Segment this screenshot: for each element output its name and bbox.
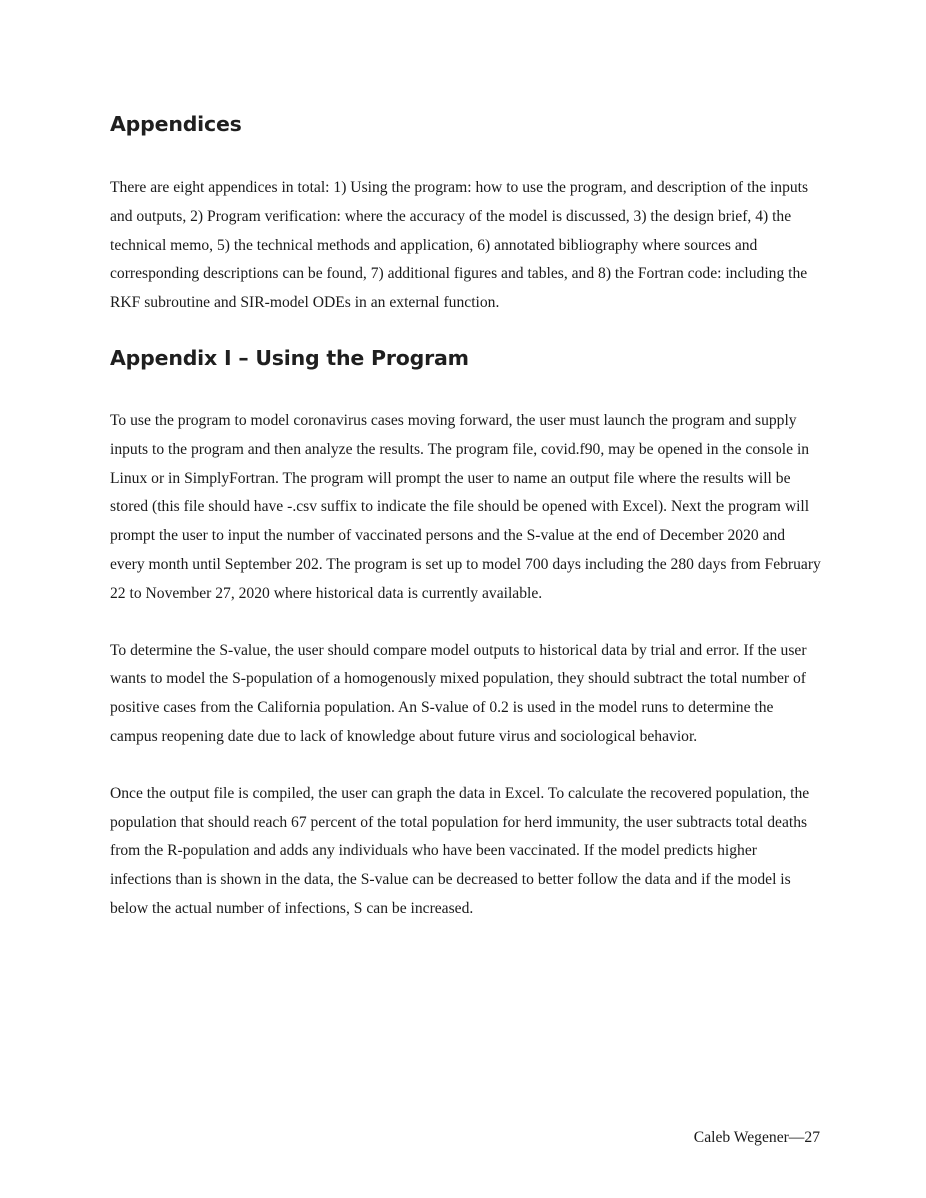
appendix-1-paragraph: To determine the S-value, the user should compare model outputs to historical data by trial and error. If the user wants to model the S-population of a homogenously mixed population, they should subtract the total number of positive cases from the California population. An S-value of 0.2 is used in the model runs to determine the campus reopening date due to lack of knowledge about future virus and sociological behavior. xyxy=(110,641,807,745)
page-content xyxy=(110,108,822,924)
section-heading-appendices: Appendices xyxy=(110,112,242,136)
section-heading-appendix-1: Appendix I – Using the Program xyxy=(110,345,469,370)
appendix-1-paragraph: Once the output file is compiled, the user can graph the data in Excel. To calculate the recovered population, the population that should reach 67 percent of the total population for herd immunity, the user subtracts total deaths from the R-population and adds any individuals who have been vaccinated. If the model predicts higher infections than is shown in the data, the S-value can be decreased to better follow the data and if the model is below the actual number of infections, S can be increased. xyxy=(110,784,810,917)
appendix-1-paragraph: To use the program to model coronavirus cases moving forward, the user must launch the program and supply inputs to the program and then analyze the results. The program file, covid.f90, may be opened in the console in Linux or in SimplyFortran. The program will prompt the user to name an output file where the results will be stored (this file should have -.csv suffix to indicate the file should be opened with Excel). Next the program will prompt the user to input the number of vaccinated persons and the S-value at the end of December 2020 and every month until September 202. The program is set up to model 700 days including the 280 days from February 22 to November 27, 2020 where historical data is currently available. xyxy=(110,411,821,602)
appendices-intro-paragraph: There are eight appendices in total: 1) Using the program: how to use the program, and description of the inputs and outputs, 2) Program verification: where the accuracy of the model is discussed, 3) the design brief, 4) the technical memo, 5) the technical methods and application, 6) annotated bibliography where sources and corresponding descriptions can be found, 7) additional figures and tables, and 8) the Fortran code: including the RKF subroutine and SIR-model ODEs in an external function. xyxy=(110,179,809,312)
page-footer-author-page-number: Caleb Wegener—27 xyxy=(693,1129,820,1146)
